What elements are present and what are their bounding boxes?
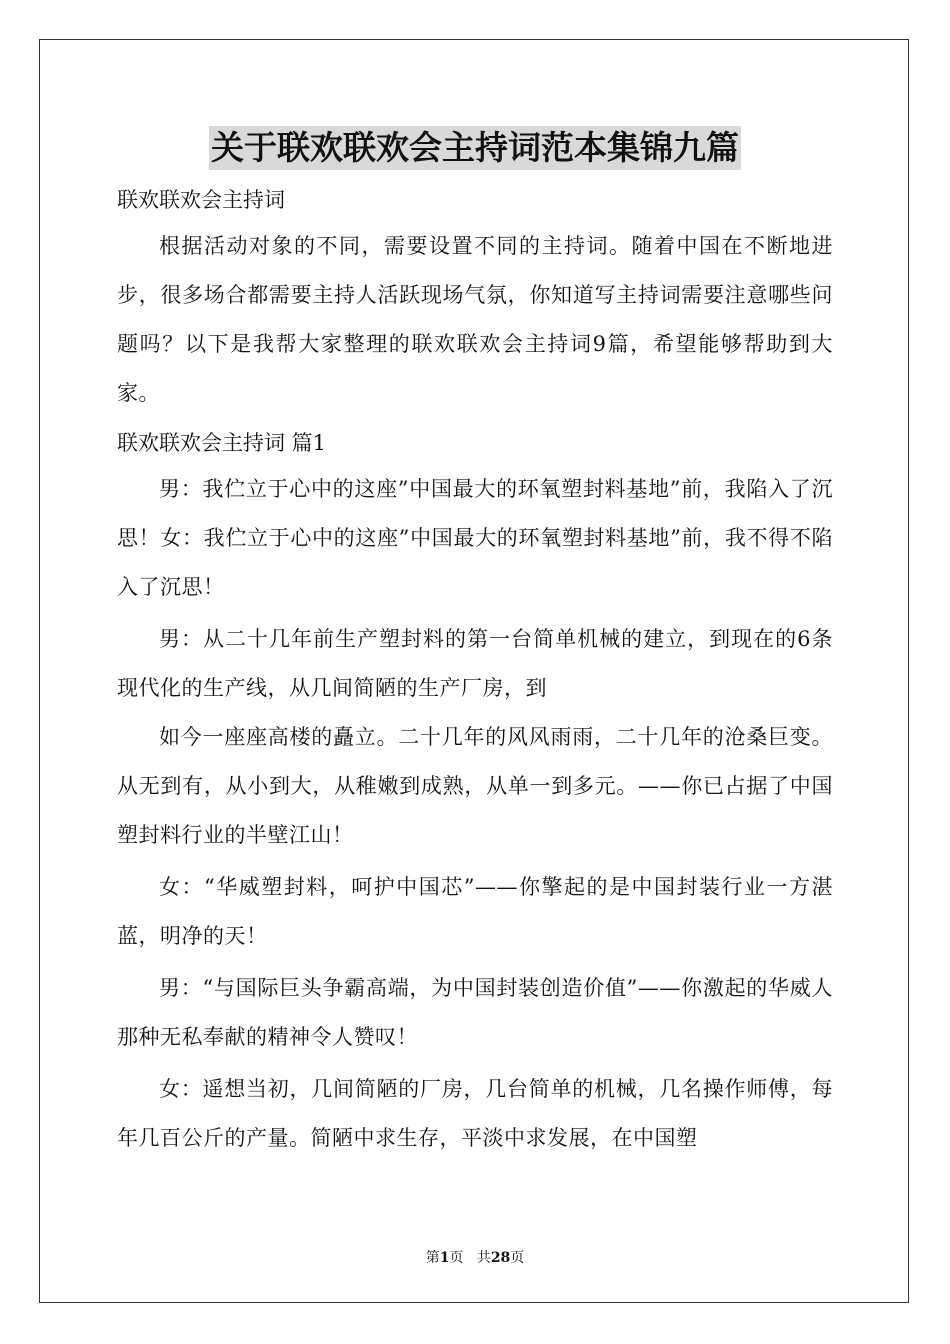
section-heading: 联欢联欢会主持词 篇1 [117,431,327,455]
page-footer [0,1248,950,1268]
body-paragraph: 女：遥想当初，几间简陋的厂房，几台简单的机械，几名操作师傅，每年几百公斤的产量。简陋中求生存，平淡中求发展，在中国塑 [117,1077,833,1150]
body-paragraph: 如今一座座高楼的矗立。二十几年的风风雨雨，二十几年的沧桑巨变。从无到有，从小到大，从稚嫩到成熟，从单一到多元。——你已占据了中国塑封料行业的半壁江山！ [117,725,833,847]
footer-page-prefix: 第 [425,1250,440,1266]
body-paragraph: 男：从二十几年前生产塑封料的第一台简单机械的建立，到现在的6条现代化的生产线，从几间简陋的生产厂房，到 [117,627,833,700]
section-heading: 联欢联欢会主持词 [117,188,285,212]
footer-page-total: 28 [490,1250,511,1266]
document-body [117,178,833,1166]
body-paragraph: 根据活动对象的不同，需要设置不同的主持词。随着中国在不断地进步，很多场合都需要主持人活跃现场气氛，你知道写主持词需要注意哪些问题吗？以下是我帮大家整理的联欢联欢会主持词9篇，希望能够帮助到大家。 [117,234,833,405]
footer-total-suffix: 页 [510,1250,525,1266]
body-paragraph: 男：我伫立于心中的这座”中国最大的环氧塑封料基地”前，我陷入了沉思！女：我伫立于心中的这座”中国最大的环氧塑封料基地”前，我不得不陷入了沉思！ [117,477,833,599]
body-paragraph: 女：“华威塑封料，呵护中国芯”——你擎起的是中国封装行业一方湛蓝，明净的天！ [117,875,833,948]
footer-page-current: 1 [439,1250,450,1266]
body-paragraph: 男：“与国际巨头争霸高端，为中国封装创造价值”——你激起的华威人那种无私奉献的精神令人赞叹！ [117,976,833,1049]
document-title: 关于联欢联欢会主持词范本集锦九篇 [209,126,741,170]
footer-total-prefix: 共 [476,1250,491,1266]
footer-page-suffix: 页 [449,1250,464,1266]
title-wrap [0,126,950,170]
